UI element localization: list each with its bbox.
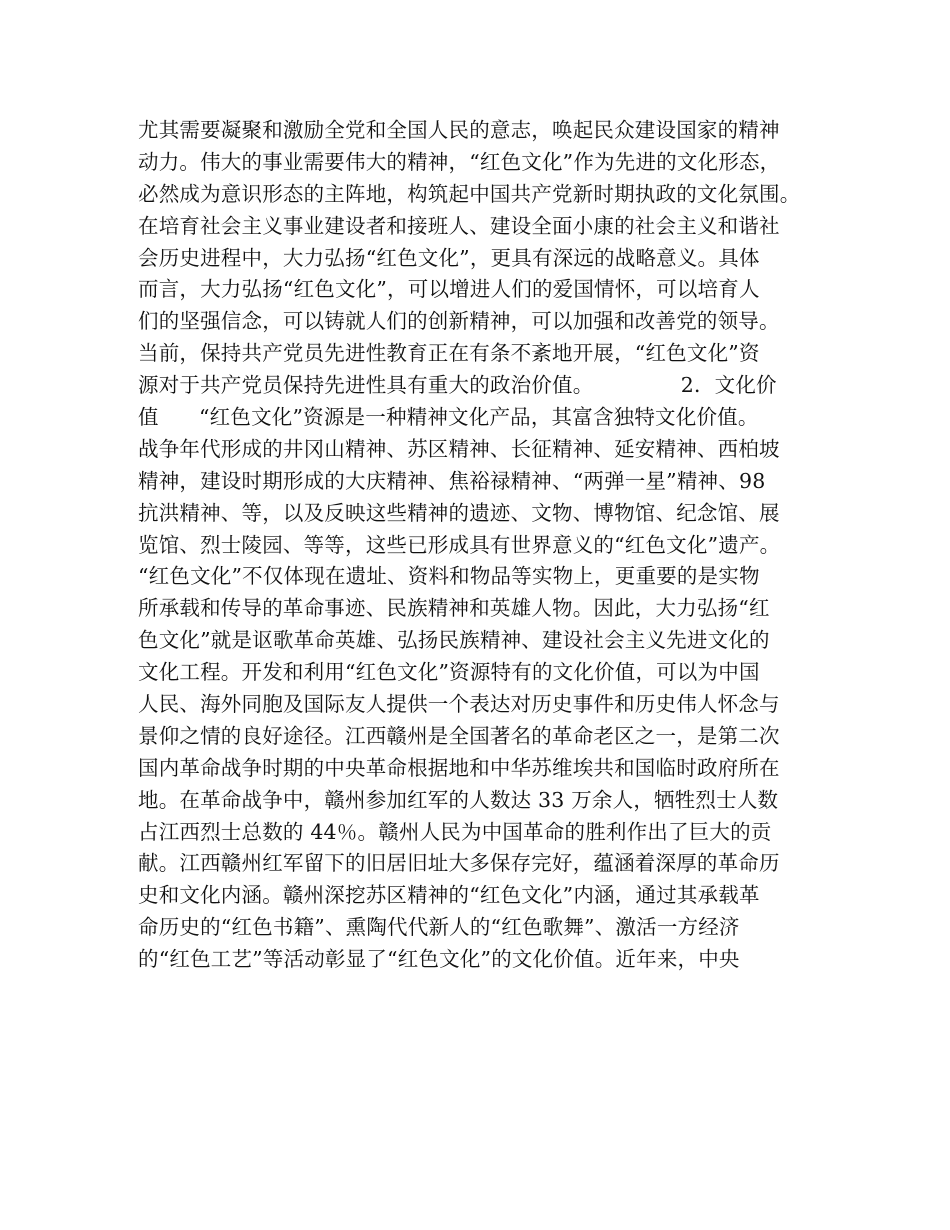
text-line: 而言，大力弘扬“红色文化”，可以增进人们的爱国情怀，可以培育人 xyxy=(138,277,760,302)
text-line: 精神，建设时期形成的大庆精神、焦裕禄精神、“两弹一星”精神、98 xyxy=(138,468,766,493)
text-line: 抗洪精神、等，以及反映这些精神的遗迹、文物、博物馆、纪念馆、展 xyxy=(138,500,780,525)
text-line: 国内革命战争时期的中央革命根据地和中华苏维埃共和国临时政府所在 xyxy=(138,755,780,780)
text-line: “红色文化”不仅体现在遗址、资料和物品等实物上，更重要的是实物 xyxy=(138,564,760,589)
text-line: 献。江西赣州红军留下的旧居旧址大多保存完好，蕴涵着深厚的革命历 xyxy=(138,851,780,876)
text-line: 地。在革命战争中，赣州参加红军的人数达 33 万余人，牺牲烈士人数 xyxy=(138,787,779,812)
text-line: 景仰之情的良好途径。江西赣州是全国著名的革命老区之一，是第二次 xyxy=(138,723,780,748)
text-line: 览馆、烈士陵园、等等，这些已形成具有世界意义的“红色文化”遗产。 xyxy=(138,532,781,557)
text-line: 人民、海外同胞及国际友人提供一个表达对历史事件和历史伟人怀念与 xyxy=(138,692,780,717)
text-line: 在培育社会主义事业建设者和接班人、建设全面小康的社会主义和谐社 xyxy=(138,213,780,238)
text-line: 战争年代形成的井冈山精神、苏区精神、长征精神、延安精神、西柏坡 xyxy=(138,436,780,461)
text-line: 值 “红色文化”资源是一种精神文化产品，其富含独特文化价值。 xyxy=(138,405,759,430)
text-line: 尤其需要凝聚和激励全党和全国人民的意志，唤起民众建设国家的精神 xyxy=(138,118,780,142)
text-line: 必然成为意识形态的主阵地，构筑起中国共产党新时期执政的文化氛围。 xyxy=(138,181,801,206)
text-line: 所承载和传导的革命事迹、民族精神和英雄人物。因此，大力弘扬“红 xyxy=(138,596,770,621)
text-line: 源对于共产党员保持先进性具有重大的政治价值。 2．文化价 xyxy=(138,373,777,398)
text-line: 们的坚强信念，可以铸就人们的创新精神，可以加强和改善党的领导。 xyxy=(138,309,780,334)
body-text xyxy=(138,115,828,976)
text-line: 会历史进程中，大力弘扬“红色文化”，更具有深远的战略意义。具体 xyxy=(138,245,760,270)
text-line: 的“红色工艺”等活动彰显了“红色文化”的文化价值。近年来，中央 xyxy=(138,947,740,972)
text-line: 动力。伟大的事业需要伟大的精神，“红色文化”作为先进的文化形态， xyxy=(138,149,781,174)
text-line: 色文化”就是讴歌革命英雄、弘扬民族精神、建设社会主义先进文化的 xyxy=(138,628,770,653)
text-line: 文化工程。开发和利用“红色文化”资源特有的文化价值，可以为中国 xyxy=(138,660,760,685)
text-line: 命历史的“红色书籍”、熏陶代代新人的“红色歌舞”、激活一方经济 xyxy=(138,915,740,940)
text-line: 当前，保持共产党员先进性教育正在有条不紊地开展，“红色文化”资 xyxy=(138,341,760,366)
text-line: 占江西烈士总数的 44％。赣州人民为中国革命的胜利作出了巨大的贡 xyxy=(138,819,772,844)
text-line: 史和文化内涵。赣州深挖苏区精神的“红色文化”内涵，通过其承载革 xyxy=(138,883,760,908)
